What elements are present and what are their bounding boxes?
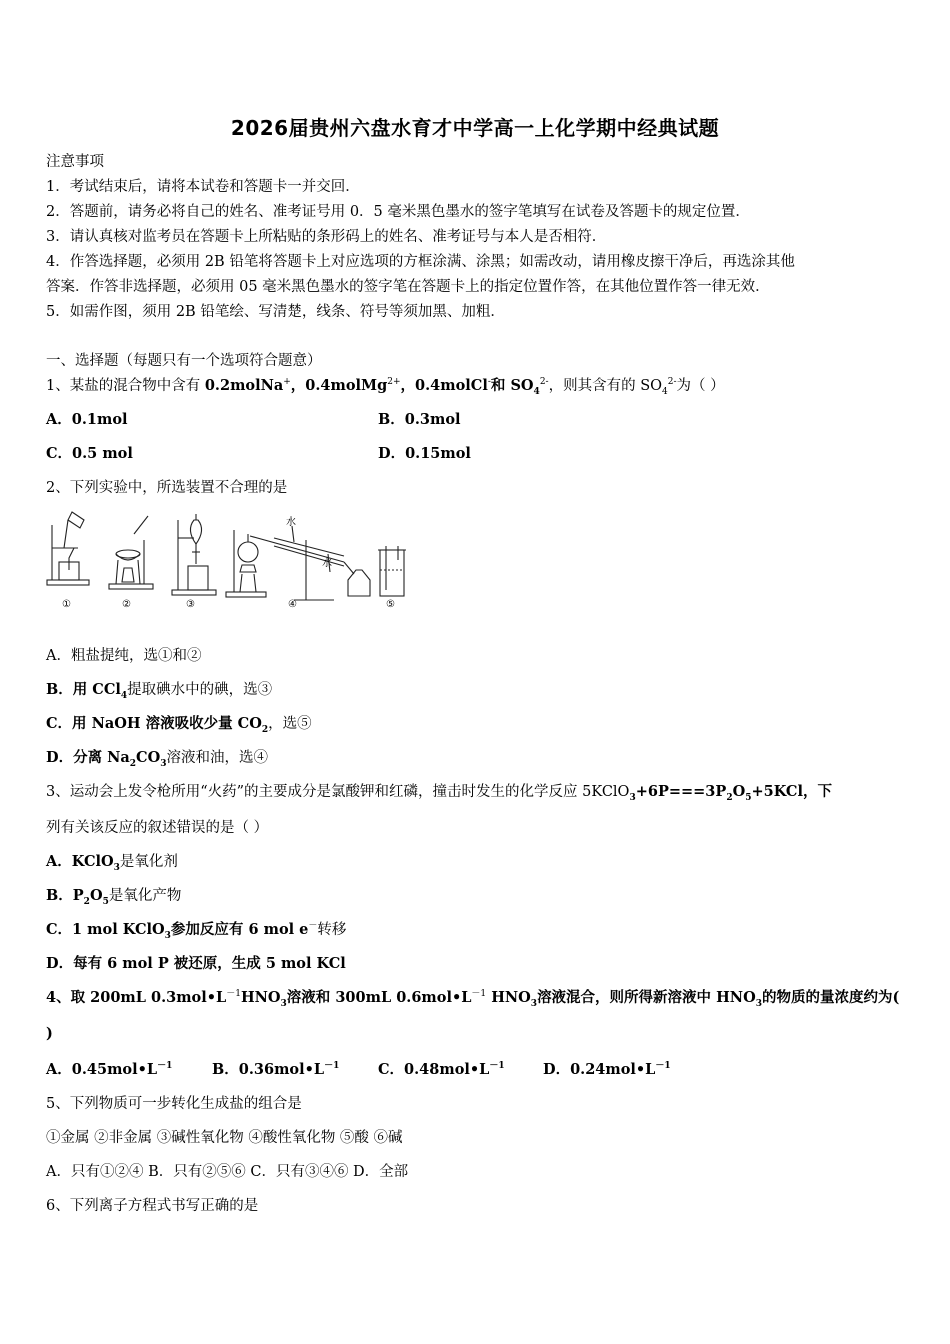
q2-option-d xyxy=(46,748,268,768)
q1-cl: ，0.4molCl xyxy=(400,377,488,394)
q3-option-c-text: C．1 mol KClO xyxy=(46,921,165,938)
q1-so4-sub-2: 4 xyxy=(662,386,668,397)
q2-option-d-text-2: 溶液和油，选④ xyxy=(166,750,268,766)
q4-sub-3: 3 xyxy=(755,998,762,1009)
q3-option-a-text-2: 是氧化剂 xyxy=(119,854,178,870)
q4-text-3: 溶液混合，则所得新溶液中 HNO xyxy=(537,989,756,1006)
fig-water-out-label: 水 xyxy=(322,558,332,569)
exam-title: 2026届贵州六盘水育才中学高一上化学期中经典试题 xyxy=(230,116,720,140)
q4-sup-1: －1 xyxy=(226,989,241,1000)
q5-options: A．只有①②④ B．只有②⑤⑥ C．只有③④⑥ D．全部 xyxy=(46,1164,409,1180)
q1-so4-charge-2: 2- xyxy=(667,377,677,388)
q4-text-2: 溶液和 300mL 0.6mol•L xyxy=(286,989,472,1006)
q1-option-d: D．0.15mol xyxy=(378,445,471,462)
q3-option-a-sub: 3 xyxy=(113,862,120,873)
q2-option-b-sub: 4 xyxy=(120,690,128,701)
apparatus-figure xyxy=(44,510,414,610)
q1-mg-charge: 2+ xyxy=(387,377,401,388)
question-4-stem-cont: ) xyxy=(46,1025,53,1042)
q4-sub-2: 3 xyxy=(530,998,538,1009)
notice-item-4: 4．作答选择题，必须用 2B 铅笔将答题卡上对应选项的方框涂满、涂黑；如需改动，请用橡皮擦干净后，再选涂其他 xyxy=(46,254,795,270)
q2-option-c-text-2: ，选⑤ xyxy=(268,716,312,732)
apparatus-5-gas-bottle xyxy=(378,546,406,596)
q1-text: 某盐的混合物中含有 xyxy=(69,378,205,394)
q4-sub-1: 3 xyxy=(280,998,287,1009)
q3-sub-3: 5 xyxy=(745,792,752,803)
q4-option-b xyxy=(212,1060,339,1080)
q3-option-c xyxy=(46,920,346,940)
q3-eq-3: +5KCl，下 xyxy=(751,783,832,800)
q3-option-b-text-2: 是氧化产物 xyxy=(108,888,182,904)
q3-sub-2: 2 xyxy=(726,792,733,803)
q1-text-2: ，则其含有的 SO xyxy=(548,378,663,394)
question-2-stem: 2、下列实验中，所选装置不合理的是 xyxy=(46,480,288,496)
q4-option-a-sup: －1 xyxy=(157,1061,173,1072)
q2-option-d-sub-2: 3 xyxy=(160,758,167,769)
q3-option-b-o: O xyxy=(89,887,103,904)
q4-option-b-text: B．0.36mol•L xyxy=(212,1061,325,1078)
q4-option-b-sup: －1 xyxy=(324,1061,340,1072)
question-6-stem: 6、下列离子方程式书写正确的是 xyxy=(46,1198,259,1214)
q1-so4: 和 SO xyxy=(490,377,534,394)
q1-na: 0.2molNa xyxy=(204,377,284,394)
notice-item-5: 5．如需作图，须用 2B 铅笔绘、写清楚，线条、符号等须加黑、加粗． xyxy=(46,304,505,320)
question-5-stem: 5、下列物质可一步转化生成盐的组合是 xyxy=(46,1096,302,1112)
q4-option-d xyxy=(543,1060,671,1080)
q1-number: 1、 xyxy=(46,378,70,394)
q1-so4-sub: 4 xyxy=(533,386,540,397)
q3-option-b xyxy=(46,886,181,906)
q3-option-c-text-3: 转移 xyxy=(317,922,347,938)
q4-option-c xyxy=(378,1060,505,1080)
apparatus-1-filtration xyxy=(47,512,89,585)
q3-option-c-text-2: 参加反应有 6 mol e xyxy=(170,921,309,938)
notice-item-3: 3．请认真核对监考员在答题卡上所粘贴的条形码上的姓名、准考证号与本人是否相符． xyxy=(46,229,607,245)
q4-option-c-sup: －1 xyxy=(489,1061,505,1072)
q4-text: 4、取 200mL 0.3mol•L xyxy=(46,989,227,1006)
apparatus-3-separatory-funnel xyxy=(172,514,216,595)
q2-option-c-text: C．用 NaOH 溶液吸收少量 CO xyxy=(46,715,262,732)
q4-option-a-text: A．0.45mol•L xyxy=(46,1061,158,1078)
notice-heading: 注意事项 xyxy=(46,154,104,170)
q2-option-b-text-2: 提取碘水中的碘，选③ xyxy=(127,682,273,698)
question-4-stem xyxy=(46,988,899,1008)
q3-option-b-sub-2: 5 xyxy=(102,896,109,907)
section-heading: 一、选择题（每题只有一个选项符合题意） xyxy=(46,353,322,369)
notice-item-4-cont: 答案．作答非选择题，必须用 05 毫米黑色墨水的签字笔在答题卡上的指定位置作答，在其他位置作答一律无效． xyxy=(46,279,770,295)
q3-option-c-sub: 3 xyxy=(164,930,171,941)
q3-option-c-sup: － xyxy=(308,921,318,932)
q4-sup-2: －1 xyxy=(471,989,487,1000)
apparatus-4-distillation xyxy=(226,526,370,600)
q4-hno3-2: HNO xyxy=(486,989,531,1006)
question-1-stem xyxy=(46,376,725,396)
q2-option-a: A．粗盐提纯，选①和② xyxy=(46,648,202,664)
fig-label-2: ② xyxy=(122,599,131,610)
q2-option-c-sub: 2 xyxy=(261,724,269,735)
q4-hno3: HNO xyxy=(240,989,281,1006)
q3-sub-1: 3 xyxy=(629,792,636,803)
q1-option-b: B．0.3mol xyxy=(378,411,461,428)
q1-blank: 为（ ） xyxy=(676,378,725,394)
q2-option-d-text: D．分离 Na xyxy=(46,749,130,766)
q3-eq-1: +6P===3P xyxy=(635,783,727,800)
q4-option-c-text: C．0.48mol•L xyxy=(378,1061,490,1078)
q3-option-b-text: B．P xyxy=(46,887,84,904)
question-3-stem xyxy=(46,782,832,802)
q3-option-a-text: A．KClO xyxy=(46,853,114,870)
fig-label-4: ④ xyxy=(288,599,297,610)
q3-option-b-sub: 2 xyxy=(83,896,90,907)
question-3-stem-cont: 列有关该反应的叙述错误的是（ ） xyxy=(46,820,269,836)
fig-label-5: ⑤ xyxy=(386,599,395,610)
q4-option-d-text: D．0.24mol•L xyxy=(543,1061,656,1078)
apparatus-2-evaporation xyxy=(109,516,153,589)
notice-item-1: 1．考试结束后，请将本试卷和答题卡一并交回． xyxy=(46,179,360,195)
q3-option-d: D．每有 6 mol P 被还原，生成 5 mol KCl xyxy=(46,955,346,972)
fig-water-in-label: 水 xyxy=(286,517,296,528)
q1-option-a: A．0.1mol xyxy=(46,411,128,428)
q2-option-c xyxy=(46,714,312,734)
q3-text: 3、运动会上发令枪所用“火药”的主要成分是氯酸钾和红磷，撞击时发生的化学反应 5KClO xyxy=(46,784,630,800)
q2-option-b xyxy=(46,680,272,700)
q4-option-a xyxy=(46,1060,172,1080)
fig-label-3: ③ xyxy=(186,599,195,610)
q3-option-a xyxy=(46,852,178,872)
q2-option-d-sub: 2 xyxy=(129,758,137,769)
q4-option-d-sup: －1 xyxy=(655,1061,671,1072)
q2-option-d-co: CO xyxy=(136,749,161,766)
q2-option-b-text: B．用 CCl xyxy=(46,681,121,698)
q5-items: ①金属 ②非金属 ③碱性氧化物 ④酸性氧化物 ⑤酸 ⑥碱 xyxy=(46,1130,403,1146)
notice-item-2: 2．答题前，请务必将自己的姓名、准考证号用 0．5 毫米黑色墨水的签字笔填写在试卷及答题卡的规定位置． xyxy=(46,204,750,220)
q1-na-charge: + xyxy=(283,377,291,388)
q1-mg: ，0.4molMg xyxy=(290,377,388,394)
fig-label-1: ① xyxy=(62,599,71,610)
q1-cl-charge: - xyxy=(487,377,491,388)
q4-text-4: 的物质的量浓度约为( xyxy=(761,989,900,1006)
q3-eq-2: O xyxy=(732,783,746,800)
q1-option-c: C．0.5 mol xyxy=(46,445,133,462)
q1-so4-charge: 2- xyxy=(539,377,549,388)
